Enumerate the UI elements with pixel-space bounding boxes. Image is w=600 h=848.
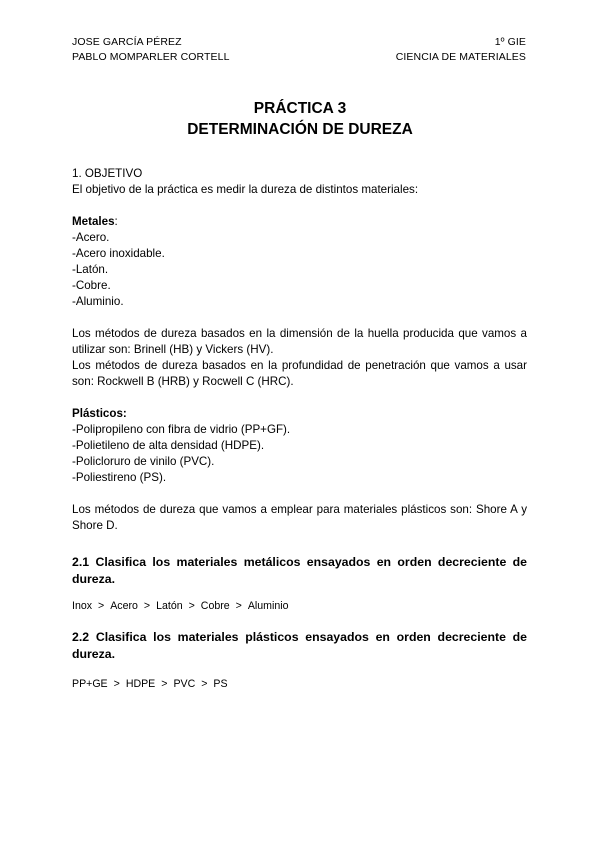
metals-heading-colon: : — [114, 215, 118, 228]
answer-2-1-separator: > — [98, 600, 105, 612]
plastic-item: -Poliestireno (PS). — [72, 471, 167, 484]
metal-item: -Aluminio. — [72, 295, 124, 308]
header-author-1: JOSE GARCÍA PÉREZ — [72, 36, 182, 48]
header-authors — [72, 35, 230, 65]
metal-methods-paragraph-2: Los métodos de dureza basados en la profundidad de penetración que vamos a usar son: Rockwell B (HRB) y Rocwell C (HRC). — [72, 359, 527, 388]
answer-2-2-item: HDPE — [125, 678, 156, 690]
title-line-1: PRÁCTICA 3 — [253, 100, 347, 117]
objective-text: El objetivo de la práctica es medir la dureza de distintos materiales: — [72, 183, 419, 196]
answer-2-2-item: PVC — [173, 678, 196, 690]
document-title — [0, 98, 600, 140]
metal-item: -Acero inoxidable. — [72, 247, 165, 260]
objective-heading: 1. OBJETIVO — [72, 167, 143, 180]
metal-item: -Cobre. — [72, 279, 111, 292]
question-2-2: 2.2 Clasifica los materiales plásticos ensayados en orden decreciente de dureza. — [72, 630, 527, 661]
metal-item: -Latón. — [72, 263, 109, 276]
document-body — [72, 166, 527, 692]
answer-2-1-separator: > — [188, 600, 195, 612]
answer-2-1-item: Latón — [156, 600, 183, 612]
answer-2-1 — [72, 599, 527, 614]
metal-item: -Acero. — [72, 231, 110, 244]
question-2-1: 2.1 Clasifica los materiales metálicos ensayados en orden decreciente de dureza. — [72, 555, 527, 586]
plastic-item: -Policloruro de vinilo (PVC). — [72, 455, 215, 468]
answer-2-2-item: PS — [213, 678, 228, 690]
answer-2-1-separator: > — [235, 600, 242, 612]
answer-2-2-separator: > — [161, 678, 168, 690]
metals-heading-label: Metales — [72, 215, 115, 228]
plastics-heading: Plásticos: — [72, 407, 127, 420]
answer-2-1-item: Aluminio — [247, 600, 289, 612]
header-course-subject: CIENCIA DE MATERIALES — [395, 51, 526, 63]
plastic-item: -Polietileno de alta densidad (HDPE). — [72, 439, 265, 452]
answer-2-2-item: PP+GE — [72, 678, 108, 690]
plastic-item: -Polipropileno con fibra de vidrio (PP+GF). — [72, 423, 291, 436]
header-course — [396, 35, 526, 65]
answer-2-1-item: Cobre — [200, 600, 230, 612]
answer-2-2-separator: > — [201, 678, 208, 690]
header-course-year: 1º GIE — [494, 36, 526, 48]
metal-methods-paragraph-1: Los métodos de dureza basados en la dimensión de la huella producida que vamos a utilizar son: Brinell (HB) y Vickers (HV). — [72, 327, 527, 356]
header-author-2: PABLO MOMPARLER CORTELL — [72, 51, 230, 63]
answer-2-1-separator: > — [143, 600, 151, 612]
title-line-2: DETERMINACIÓN DE DUREZA — [187, 121, 413, 138]
answer-2-2 — [72, 677, 527, 692]
answer-2-2-separator: > — [113, 678, 120, 690]
plastic-methods-paragraph: Los métodos de dureza que vamos a emplear para materiales plásticos son: Shore A y Shore D. — [72, 503, 527, 532]
metals-heading — [72, 214, 527, 230]
answer-2-1-item: Acero — [110, 600, 138, 612]
answer-2-1-item: Inox — [72, 600, 93, 612]
